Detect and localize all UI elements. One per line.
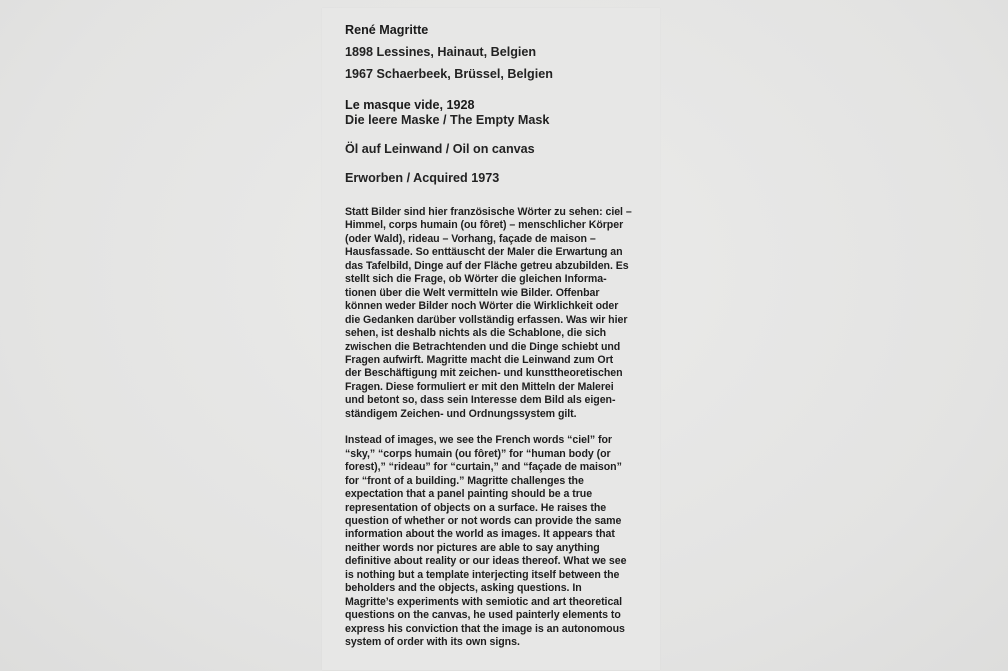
text-line: “sky,” “corps humain (ou fôret)” for “human body (or xyxy=(345,447,611,460)
text-line: Instead of images, we see the French words “ciel” for xyxy=(345,434,612,447)
text-line: der Beschäftigung mit zeichen- und kunsttheoretischen xyxy=(345,367,623,380)
text-line: (oder Wald), rideau – Vorhang, façade de maison – xyxy=(345,232,596,245)
description-english xyxy=(345,434,655,649)
text-line: is nothing but a template interjecting itself between the xyxy=(345,568,620,581)
text-line: Hausfassade. So enttäuscht der Maler die Erwartung an xyxy=(345,246,623,259)
text-line: und betont so, dass sein Interesse dem Bild als eigen- xyxy=(345,394,616,407)
text-line: Magritte’s experiments with semiotic and art theoretical xyxy=(345,595,623,608)
text-line: das Tafelbild, Dinge auf der Fläche getreu abzubilden. Es xyxy=(345,259,629,272)
text-line: question of whether or not words can provide the same xyxy=(345,514,622,527)
artwork-medium: Öl auf Leinwand / Oil on canvas xyxy=(345,142,535,156)
text-line: stellt sich die Frage, ob Wörter die gleichen Informa- xyxy=(345,273,607,286)
artwork-subtitle: Die leere Maske / The Empty Mask xyxy=(345,113,550,127)
text-line: forest),” “rideau” for “curtain,” and “façade de maison” xyxy=(345,461,622,474)
text-line: sehen, ist deshalb nichts als die Schablone, die sich xyxy=(345,327,607,340)
text-line: for “front of a building.” Magritte challenges the xyxy=(345,474,584,487)
artwork-title-block xyxy=(345,98,660,128)
acquisition-info: Erworben / Acquired 1973 xyxy=(345,171,500,185)
artwork-title: Le masque vide, 1928 xyxy=(345,98,475,112)
text-line: zwischen die Betrachtenden und die Dinge schiebt und xyxy=(345,340,621,353)
text-line: tionen über die Welt vermitteln wie Bilder. Offenbar xyxy=(345,286,600,299)
text-line: Fragen aufwirft. Magritte macht die Leinwand zum Ort xyxy=(345,353,614,366)
text-line: definitive about reality or our ideas thereof. What we see xyxy=(345,555,627,568)
text-line: system of order with its own signs. xyxy=(345,636,520,649)
artist-name: René Magritte xyxy=(345,23,429,37)
text-line: die Gedanken darüber vollständig erfassen. Was wir hier xyxy=(345,313,628,326)
text-line: neither words nor pictures are able to say anything xyxy=(345,541,600,554)
text-line: express his conviction that the image is an autonomous xyxy=(345,622,625,635)
text-line: können weder Bilder noch Wörter die Wirklichkeit oder xyxy=(345,300,619,313)
museum-wall-label xyxy=(322,8,660,670)
description-german xyxy=(345,206,655,421)
text-line: ständigem Zeichen- und Ordnungssystem gilt. xyxy=(345,407,577,420)
artist-death: 1967 Schaerbeek, Brüssel, Belgien xyxy=(345,67,553,81)
text-line: beholders and the objects, asking questions. In xyxy=(345,582,582,595)
artist-birth: 1898 Lessines, Hainaut, Belgien xyxy=(345,45,537,59)
text-line: Himmel, corps humain (ou fôret) – menschlicher Körper xyxy=(345,219,624,232)
text-line: questions on the canvas, he used painterly elements to xyxy=(345,609,621,622)
text-line: information about the world as images. It appears that xyxy=(345,528,615,541)
text-line: expectation that a panel painting should be a true xyxy=(345,488,593,501)
text-line: Statt Bilder sind hier französische Wörter zu sehen: ciel – xyxy=(345,206,632,218)
text-line: Fragen. Diese formuliert er mit den Mitteln der Malerei xyxy=(345,380,614,393)
text-line: representation of objects on a surface. He raises the xyxy=(345,501,607,514)
